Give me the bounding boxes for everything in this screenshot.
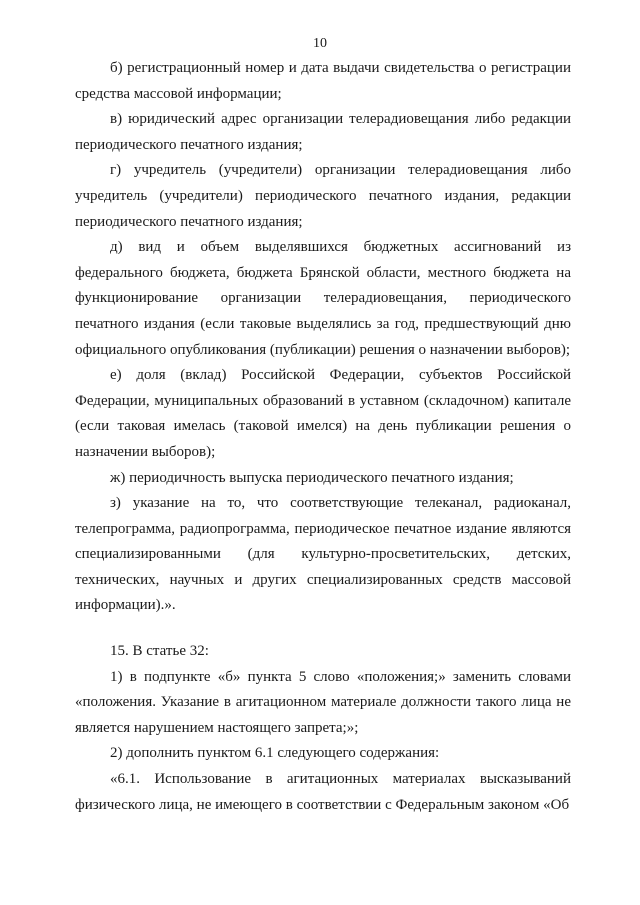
paragraph-spacer bbox=[75, 619, 571, 639]
paragraph-g-founder: г) учредитель (учредители) организации телерадиовещания либо учредитель (учредители) периодического печатного издания, редакции периодического печатного издания; bbox=[75, 162, 571, 230]
document-body bbox=[75, 56, 571, 818]
paragraph-clause-6-1: «6.1. Использование в агитационных материалах высказываний физического лица, не имеющего в соответствии с Федеральным законом «Об bbox=[75, 771, 571, 813]
paragraph-article-32-heading: 15. В статье 32: bbox=[110, 643, 209, 660]
paragraph-zh-periodicity: ж) периодичность выпуска периодического печатного издания; bbox=[110, 469, 514, 486]
paragraph-v-legal-address: в) юридический адрес организации телерадиовещания либо редакции периодического печатного издания; bbox=[75, 111, 571, 153]
paragraph-b-registration-number: б) регистрационный номер и дата выдачи свидетельства о регистрации средства массовой информации; bbox=[75, 60, 571, 102]
paragraph-d-budget-allocations: д) вид и объем выделявшихся бюджетных ассигнований из федерального бюджета, бюджета Брянской области, местного бюджета на функционирование организации телерадиовещания, периодического печатного издания (если таковые выделялись за год, предшествующий дню официального опубликования (публикации) решения о назначении выборов); bbox=[75, 239, 571, 358]
paragraph-z-specialization: з) указание на то, что соответствующие телеканал, радиоканал, телепрограмма, радиопрограмма, периодическое печатное издание являются специализированными (для культурно-просветительских, детских, технических, научных и других специализированных средств массовой информации).». bbox=[75, 495, 571, 614]
paragraph-amendment-2: 2) дополнить пунктом 6.1 следующего содержания: bbox=[110, 745, 440, 762]
page-number: 10 bbox=[313, 36, 327, 51]
paragraph-e-federation-share: е) доля (вклад) Российской Федерации, субъектов Российской Федерации, муниципальных образований в уставном (складочном) капитале (если таковая имелась (таковой имелся) на день публикации решения о назначении выборов); bbox=[75, 367, 571, 460]
paragraph-amendment-1: 1) в подпункте «б» пункта 5 слово «положения;» заменить словами «положения. Указание в агитационном материале должности такого лица не является нарушением настоящего запрета;»; bbox=[75, 668, 571, 736]
